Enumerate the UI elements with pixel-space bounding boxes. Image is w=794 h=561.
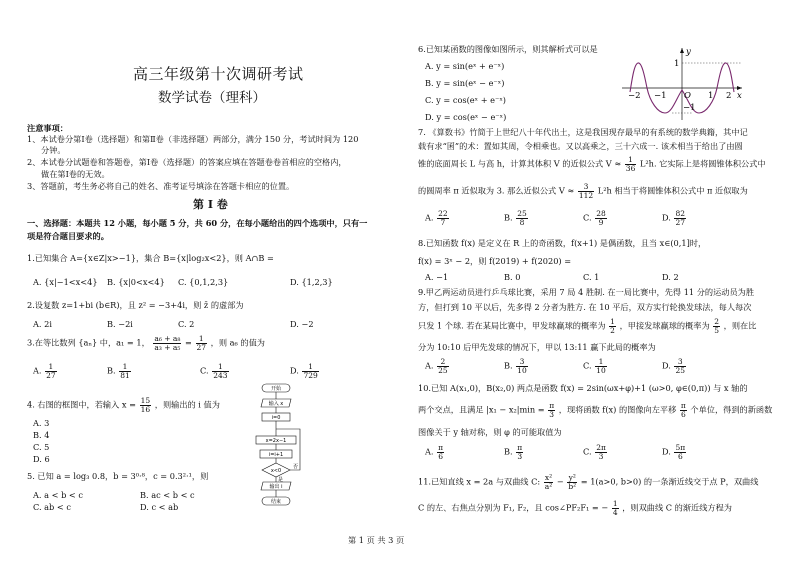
- frac-den: 10: [517, 365, 527, 375]
- frac-num: 82: [675, 209, 686, 218]
- q4-fraction: [140, 397, 152, 414]
- frac-num: 3: [578, 183, 594, 192]
- option-label: A.: [425, 446, 434, 457]
- frac-num: 25: [517, 209, 527, 218]
- q2-option-c: C. 2: [178, 319, 195, 329]
- flowchart-start-label: 开始: [270, 386, 282, 392]
- q3-rhs-fraction: [196, 335, 208, 352]
- frac-den: 27: [46, 370, 56, 380]
- flowchart-no-label: 否: [293, 464, 299, 470]
- frac-num: 1: [625, 156, 637, 165]
- frac-den: 6: [680, 409, 686, 419]
- q7-option-c: [583, 210, 608, 227]
- y-tick-label: 1: [674, 59, 680, 69]
- q9-option-d: [662, 358, 687, 375]
- q4-option-a: A. 3: [33, 418, 50, 428]
- note-line: 2、本试卷分试题卷和答题卷，第Ⅰ卷（选择题）的答案应填在答题卷卷首相应的空格内，: [27, 157, 347, 167]
- q2-option-d: D. −2: [290, 319, 314, 329]
- note-line: 分钟。: [41, 145, 66, 155]
- question-2-stem: 2.设复数 z=1+bi (b∈R)，且 z² = −3+4i，则 z̄ 的虚部为: [27, 300, 244, 310]
- frac-den: 8: [519, 217, 525, 227]
- q7-text: L²h. 它实际上是将圆锥体积公式中: [639, 158, 766, 169]
- frac-num: 1: [610, 317, 615, 326]
- option-label: B.: [107, 365, 116, 376]
- page-footer: 第 1 页 共 3 页: [348, 535, 405, 545]
- option-label: A.: [425, 360, 434, 371]
- x-axis-label: x: [737, 91, 742, 101]
- q10-text: ，现将函数 f(x) 的图像向左平移: [558, 404, 677, 415]
- q5-option-c: C. ab < c: [33, 502, 71, 512]
- q7-option-a: [425, 210, 450, 227]
- flowchart-condition-label: x<0: [270, 468, 282, 474]
- flowchart-yes-label: 是: [278, 477, 284, 483]
- q6-option-d: D. y = cos(eˣ − e⁻ˣ): [425, 112, 507, 122]
- question-7-line: 载有求“囷”的术：置如其周，令相乘也。又以高乘之，三十六成一. 该术相当于给出了由圆: [418, 141, 743, 151]
- question-10-line: [418, 402, 772, 419]
- option-fraction: [674, 358, 686, 375]
- q8-option-b: B. 0: [504, 272, 521, 282]
- option-label: C.: [200, 365, 209, 376]
- option-fraction: [595, 358, 607, 375]
- x-tick-label: −1: [654, 91, 667, 101]
- frac-num: 2: [714, 317, 720, 326]
- frac-num: 1: [119, 363, 131, 372]
- q1-option-b: B. {x|0<x<4}: [107, 277, 165, 287]
- q7-fraction-2: [578, 183, 594, 200]
- q11-fraction-2: [567, 474, 577, 491]
- q10-text: 两个交点，且满足 |x₁ − x₂|min =: [418, 404, 545, 415]
- notes-heading: 注意事项：: [27, 123, 68, 133]
- question-9-line: 9.甲乙两运动员进行乒乓球比赛，采用 7 局 4 胜制. 在一局比赛中，先得 11 分的运动员为胜: [418, 287, 755, 297]
- q10-option-c: [583, 444, 608, 461]
- frac-num: π: [517, 443, 523, 452]
- section-title: 第 Ⅰ 卷: [193, 198, 228, 211]
- frac-num: 5π: [675, 443, 686, 452]
- frac-den: b²: [568, 481, 577, 491]
- q2-option-b: B. −2i: [107, 319, 133, 329]
- q11-text: C 的左、右焦点分别为 F₁, F₂，且 cos∠PF₂F₁ = −: [418, 502, 609, 513]
- frac-den: a²: [544, 481, 553, 491]
- frac-den: 10: [596, 365, 606, 375]
- frac-den: 3: [549, 409, 555, 419]
- frac-num: 22: [438, 209, 448, 218]
- frac-num: y²: [568, 473, 576, 482]
- flowchart-assign-x-label: x=2x−1: [265, 438, 287, 444]
- frac-num: π: [549, 401, 555, 410]
- q6-option-a: A. y = sin(eˣ + e⁻ˣ): [425, 61, 505, 71]
- frac-num: π: [438, 443, 444, 452]
- frac-den: 3: [598, 451, 604, 461]
- frac-den: 6: [438, 451, 443, 461]
- flowchart-end-label: 结束: [270, 499, 282, 505]
- section-intro: 项是符合题目要求的。: [27, 231, 109, 241]
- question-8-line: f(x) = 3ˣ − 2，则 f(2019) + f(2020) =: [418, 256, 572, 266]
- option-fraction: [437, 444, 444, 461]
- q4-stem-tail: ，则输出的 i 值为: [154, 399, 220, 410]
- q3-frac-den: a₃ + a₅: [154, 342, 181, 352]
- q11-fraction-3: [612, 500, 619, 517]
- q4-num: 15: [140, 396, 151, 405]
- q3-fraction: [153, 335, 181, 352]
- option-fraction: [674, 210, 686, 227]
- frac-num: 1: [302, 363, 318, 372]
- option-fraction: [516, 444, 523, 461]
- option-label: B.: [504, 360, 513, 371]
- y-axis-label: y: [686, 47, 691, 57]
- frac-den: 4: [612, 507, 618, 517]
- q3-rhs-num: 1: [196, 335, 208, 344]
- q5-option-d: D. c < ab: [140, 502, 179, 512]
- frac-den: 25: [438, 365, 448, 375]
- q1-option-c: C. {0,1,2,3}: [178, 277, 229, 287]
- note-line: 做在第Ⅰ卷的无效。: [41, 169, 110, 179]
- frac-den: 9: [598, 217, 604, 227]
- q7-text: 的圆周率 π 近似取为 3. 那么近似公式 V ≈: [418, 185, 575, 196]
- frac-den: 7: [440, 217, 446, 227]
- frac-num: 3: [674, 358, 686, 367]
- frac-num: 1: [612, 499, 618, 508]
- option-fraction: [45, 363, 57, 380]
- q7-fraction-1: [625, 156, 637, 173]
- option-fraction: [595, 444, 607, 461]
- option-label: B.: [504, 212, 513, 223]
- q6-option-b: B. y = sin(eˣ − e⁻ˣ): [425, 78, 505, 88]
- frac-den: 243: [213, 370, 228, 380]
- q6-option-c: C. y = cos(eˣ + e⁻ˣ): [425, 95, 506, 105]
- q11-text: 11.已知直线 x = 2a 与双曲线 C:: [418, 476, 541, 487]
- option-label: D.: [662, 446, 671, 457]
- frac-num: 1: [212, 363, 228, 372]
- x-tick-label: 2: [726, 91, 732, 101]
- option-fraction: [674, 444, 686, 461]
- q1-option-a: A. {x|−1<x<4}: [33, 277, 98, 287]
- frac-den: 27: [675, 217, 686, 227]
- question-6-stem: 6.已知某函数的图像如图所示，则其解析式可以是: [418, 44, 598, 54]
- option-label: B.: [504, 446, 513, 457]
- x-axis-arrow: [737, 86, 742, 90]
- q3-frac-num: a₆ + a₈: [154, 334, 181, 343]
- section-intro: 一、选择题：本题共 12 小题，每小题 5 分，共 60 分，在每小题给出的四个选项中，只有一: [27, 218, 368, 228]
- q4-option-b: B. 4: [33, 430, 50, 440]
- frac-num: π: [680, 401, 686, 410]
- q11-text: = 1(a>0, b>0) 的一条渐近线交于点 P，双曲线: [580, 476, 759, 487]
- option-label: C.: [583, 212, 592, 223]
- q2-option-a: A. 2i: [33, 319, 52, 329]
- option-label: A.: [33, 365, 42, 376]
- option-label: D.: [662, 212, 671, 223]
- function-graph: [620, 44, 745, 122]
- y-axis-arrow: [680, 48, 684, 53]
- x-tick-label: −2: [628, 91, 641, 101]
- frac-num: 1: [45, 363, 57, 372]
- q9-text: ，甲接发球赢球的概率为: [619, 320, 710, 331]
- q10-fraction-2: [680, 402, 687, 419]
- flowchart-input-label: 输入 x: [268, 401, 284, 407]
- note-line: 3、答题前，考生务必将自己的姓名、准考证号填涂在答题卡相应的位置。: [27, 181, 295, 191]
- option-label: C.: [583, 446, 592, 457]
- q5-option-a: A. a < b < c: [33, 490, 83, 500]
- page-subtitle: 数学试卷（理科）: [158, 90, 266, 106]
- frac-den: 3: [517, 451, 523, 461]
- q10-text: 个单位，得到的新函数: [690, 404, 773, 415]
- question-4-stem: [27, 397, 220, 414]
- option-label: A.: [425, 212, 434, 223]
- question-11-line: [418, 474, 758, 491]
- frac-num: x²: [544, 473, 553, 482]
- q3-option-b: [107, 363, 132, 380]
- question-10-line: 10.已知 A(x₁,0)，B(x₂,0) 两点是函数 f(x) = 2sin(ωx+φ)+1 (ω>0, φ∈(0,π)) 与 x 轴的: [418, 383, 748, 393]
- q4-option-d: D. 6: [33, 454, 50, 464]
- q9-text: 只发 1 个球. 若在某局比赛中，甲发球赢球的概率为: [418, 320, 606, 331]
- q9-option-c: [583, 358, 608, 375]
- frac-den: 5: [714, 325, 720, 335]
- q9-fraction-2: [713, 318, 720, 335]
- q3-eq: =: [185, 337, 192, 348]
- q9-fraction-1: [609, 318, 616, 335]
- question-9-line: 分为 10:10 后甲先发球的情况下，甲以 13:11 赢下此局的概率为: [418, 342, 656, 352]
- x-tick-label: 1: [708, 91, 714, 101]
- q7-option-d: [662, 210, 687, 227]
- flowchart-diagram: [248, 382, 306, 517]
- question-7-line: [418, 183, 748, 200]
- q10-option-d: [662, 444, 687, 461]
- page-title: 高三年级第十次调研考试: [133, 65, 304, 83]
- q4-den: 16: [140, 404, 151, 414]
- frac-num: 28: [596, 209, 606, 218]
- q3-stem-text: 3.在等比数列 {aₙ} 中，a₁ = 1，: [27, 337, 150, 348]
- frac-den: 81: [120, 370, 130, 380]
- question-3-stem: [27, 335, 265, 352]
- option-label: C.: [583, 360, 592, 371]
- option-fraction: [302, 363, 318, 380]
- option-fraction: [516, 210, 528, 227]
- frac-den: 6: [677, 451, 683, 461]
- q8-option-a: A. −1: [425, 272, 449, 282]
- question-7-line: [418, 156, 766, 173]
- q9-option-b: [504, 358, 529, 375]
- option-fraction: [516, 358, 528, 375]
- q8-option-d: D. 2: [662, 272, 679, 282]
- frac-den: 36: [625, 163, 636, 173]
- q4-stem-text: 4. 右图的框图中，若输入 x =: [27, 399, 136, 410]
- q4-option-c: C. 5: [33, 442, 50, 452]
- q3-option-d: [290, 363, 320, 380]
- q10-option-a: [425, 444, 445, 461]
- q7-option-b: [504, 210, 529, 227]
- flowchart-output-label: 输出 i: [269, 484, 283, 490]
- q8-option-c: C. 1: [583, 272, 600, 282]
- question-9-line: 方，但打到 10 平以后，先多得 2 分者为胜方. 在 10 平后，双方实行轮换发球法，每人每次: [418, 302, 752, 312]
- option-fraction: [212, 363, 228, 380]
- option-fraction: [595, 210, 607, 227]
- q10-fraction-1: [548, 402, 555, 419]
- q3-rhs-den: 27: [196, 342, 207, 352]
- q3-option-c: [200, 363, 230, 380]
- question-1-stem: 1.已知集合 A={x∈Z|x>−1}，集合 B={x|log₂x<2}，则 A∩B =: [27, 253, 274, 263]
- frac-den: 112: [578, 190, 594, 200]
- origin-label: O: [684, 91, 691, 101]
- q11-text: ，则双曲线 C 的渐近线方程为: [622, 502, 732, 513]
- question-5-stem: 5. 已知 a = log₃ 0.8，b = 3⁰·⁸，c = 0.3²·¹，则: [27, 471, 209, 481]
- question-10-line: 图像关于 y 轴对称，则 φ 的可能取值为: [418, 427, 562, 437]
- flowchart-assign-i-label: i=i+1: [268, 452, 284, 458]
- note-line: 1、本试卷分第Ⅰ卷（选择题）和第Ⅱ卷（非选择题）两部分，满分 150 分，考试时间为 120: [27, 134, 359, 144]
- option-fraction: [437, 210, 449, 227]
- q3-stem-tail: ，则 a₆ 的值为: [210, 337, 265, 348]
- q9-option-a: [425, 358, 450, 375]
- question-9-line: [418, 318, 756, 335]
- question-11-line: [418, 500, 732, 517]
- option-label: D.: [290, 365, 299, 376]
- frac-num: 2π: [596, 443, 606, 452]
- question-8-line: 8.已知函数 f(x) 是定义在 R 上的奇函数，f(x+1) 是偶函数，且当 x∈(0,1]时，: [418, 238, 707, 248]
- frac-den: 25: [675, 365, 686, 375]
- option-fraction: [437, 358, 449, 375]
- frac-num: 2: [437, 358, 449, 367]
- frac-num: 3: [516, 358, 528, 367]
- frac-num: 1: [595, 358, 607, 367]
- question-7-line: 7. 《算数书》竹简于上世纪八十年代出土，这是我国现存最早的有系统的数学典籍，其中记: [418, 127, 748, 137]
- q7-text: 锥的底面周长 L 与高 h，计算其体积 V 的近似公式 V ≈: [418, 158, 622, 169]
- q9-text: ，则在比: [723, 320, 757, 331]
- q11-minus: −: [556, 476, 564, 487]
- y-tick-label: −1: [683, 103, 696, 113]
- option-fraction: [119, 363, 131, 380]
- q10-option-b: [504, 444, 524, 461]
- frac-den: 729: [303, 370, 318, 380]
- q3-option-a: [33, 363, 58, 380]
- q5-option-b: B. ac < b < c: [140, 490, 195, 500]
- flowchart-init-label: i=0: [271, 415, 281, 421]
- q11-fraction-1: [544, 474, 553, 491]
- frac-den: 2: [610, 325, 615, 335]
- option-label: D.: [662, 360, 671, 371]
- q1-option-d: D. {1,2,3}: [290, 277, 333, 287]
- q7-text: L²h 相当于将圆锥体积公式中 π 近似取为: [597, 185, 748, 196]
